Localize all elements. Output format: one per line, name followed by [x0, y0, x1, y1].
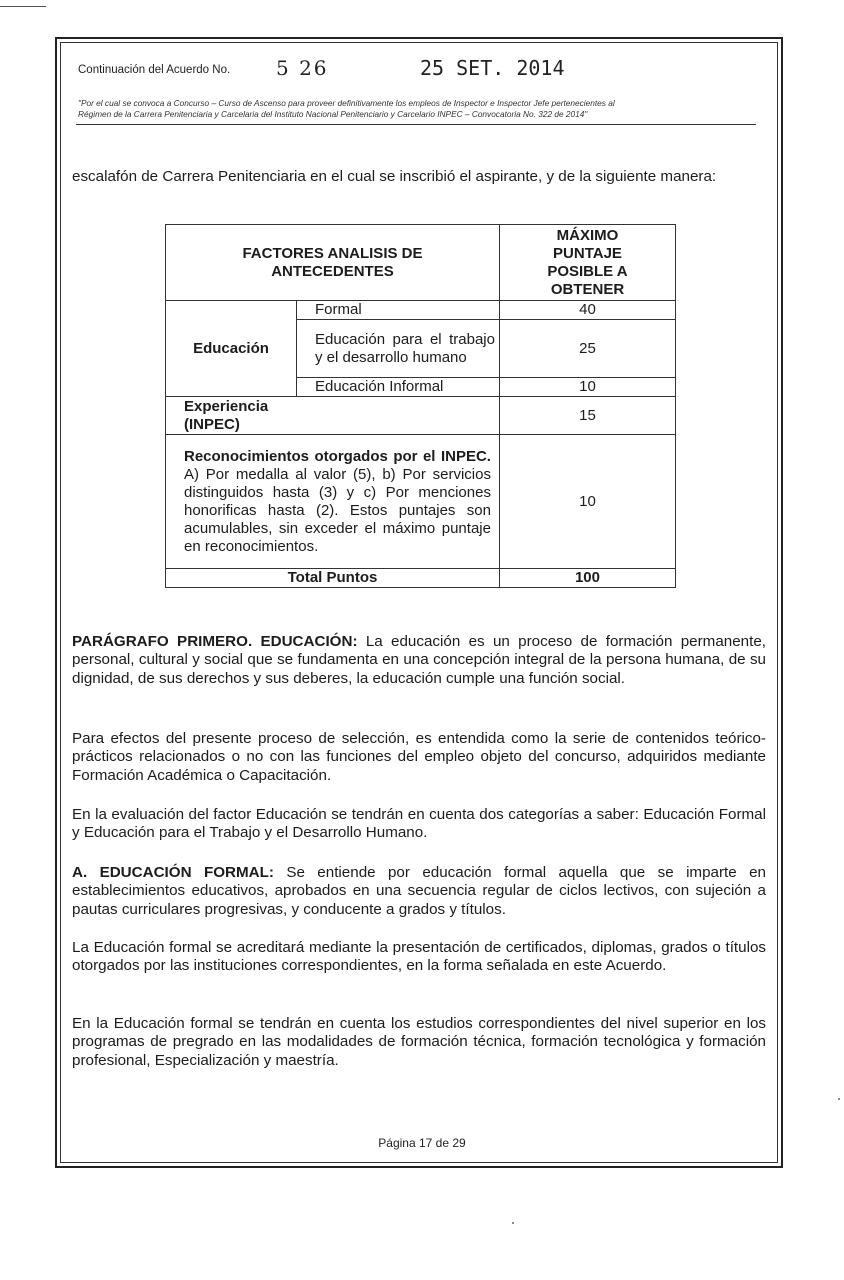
header-subject-line-2: Régimen de la Carrera Penitenciaria y Carcelaria del Instituto Nacional Penitenciario y Carcelario INPEC – Convocatoria No. 322 de 2014" — [78, 108, 588, 119]
education-work-label: Educación para el trabajo y el desarrollo humano — [296, 320, 499, 378]
table-row — [166, 435, 676, 569]
date-stamp: 25 SET. 2014 — [420, 56, 565, 80]
table-header-row — [166, 225, 676, 301]
total-label: Total Puntos — [166, 569, 500, 588]
paragraph-evaluation-categories: En la evaluación del factor Educación se tendrán en cuenta dos categorías a saber: Educación Formal y Educación para el Trabajo y el Desarrollo Humano. — [72, 806, 766, 842]
header-subject — [78, 98, 754, 119]
paragraph-higher-studies: En la Educación formal se tendrán en cuenta los estudios correspondientes del nivel superior en los programas de pregrado en las modalidades de formación técnica, formación tecnológica y formación profesional, Especialización y maestría. — [72, 1015, 766, 1069]
scan-speck — [512, 1222, 514, 1224]
scan-corner-mark — [0, 6, 46, 7]
education-formal-label: Formal — [296, 301, 499, 320]
recognition-points: 10 — [499, 435, 675, 569]
recognition-title: Reconocimientos otorgados por el INPEC. — [184, 447, 491, 465]
total-points: 100 — [499, 569, 675, 588]
paragraph-education-text: La educación es un proceso de formación permanente, personal, cultural y social que se fundamenta en una concepción integral de la persona humana, de su dignidad, de sus derechos y sus deberes, la educación cumple una función social. — [72, 633, 766, 687]
table-total-row — [166, 569, 676, 588]
paragraph-education-definition — [72, 633, 766, 688]
paragraph-selection-process: Para efectos del presente proceso de selección, es entendida como la serie de contenidos teórico-prácticos relacionados o no con las funciones del empleo objeto del concurso, adquiridos mediante Formación Académica o Capacitación. — [72, 730, 766, 784]
paragraph-education-heading: PARÁGRAFO PRIMERO. EDUCACIÓN: — [72, 633, 358, 650]
education-informal-label: Educación Informal — [296, 378, 499, 397]
factors-table — [165, 224, 676, 588]
continuation-label: Continuación del Acuerdo No. — [78, 64, 231, 76]
intro-paragraph: escalafón de Carrera Penitenciaria en el cual se inscribió el aspirante, y de la siguiente manera: — [72, 168, 717, 185]
education-informal-points: 10 — [499, 378, 675, 397]
agreement-number: 5 26 — [276, 56, 329, 80]
paragraph-formal-education — [72, 864, 766, 919]
recognition-description: A) Por medalla al valor (5), b) Por servicios distinguidos hasta (3) y c) Por menciones honorificas hasta (2). Estos puntajes son acumulables, sin exceder el máximo puntaje en reconocimientos. — [184, 465, 491, 555]
scan-speck — [838, 1098, 840, 1100]
header-rule — [76, 124, 756, 125]
paragraph-accreditation: La Educación formal se acreditará mediante la presentación de certificados, diplomas, grados o títulos otorgados por las instituciones correspondientes, en la forma señalada en este Acuerdo. — [72, 939, 766, 975]
experience-label-text: Experiencia (INPEC) — [184, 397, 269, 433]
experience-label — [166, 397, 500, 435]
page-border-inner — [60, 42, 778, 1163]
header-factors: FACTORES ANALISIS DE ANTECEDENTES — [166, 225, 500, 301]
education-work-points: 25 — [499, 320, 675, 378]
paragraph-formal-heading: A. EDUCACIÓN FORMAL: — [72, 864, 274, 881]
recognition-cell — [166, 435, 500, 569]
education-label: Educación — [166, 301, 297, 397]
paragraph-formal-text: Se entiende por educación formal aquella que se imparte en establecimientos educativos, aprobados en una secuencia regular de ciclos lectivos, con sujeción a pautas curriculares progresivas, y conducente a grados y títulos. — [72, 864, 766, 918]
experience-points: 15 — [499, 397, 675, 435]
document-header — [78, 56, 758, 82]
page-number: Página 17 de 29 — [378, 1136, 466, 1150]
education-formal-points: 40 — [499, 301, 675, 320]
header-subject-line-1: "Por el cual se convoca a Concurso – Curso de Ascenso para proveer definitivamente los empleos de Inspector e Inspector Jefe pertenecientes al — [78, 98, 615, 108]
header-max-score: MÁXIMO PUNTAJE POSIBLE A OBTENER — [499, 225, 675, 301]
table-row — [166, 397, 676, 435]
table-row — [166, 301, 676, 320]
